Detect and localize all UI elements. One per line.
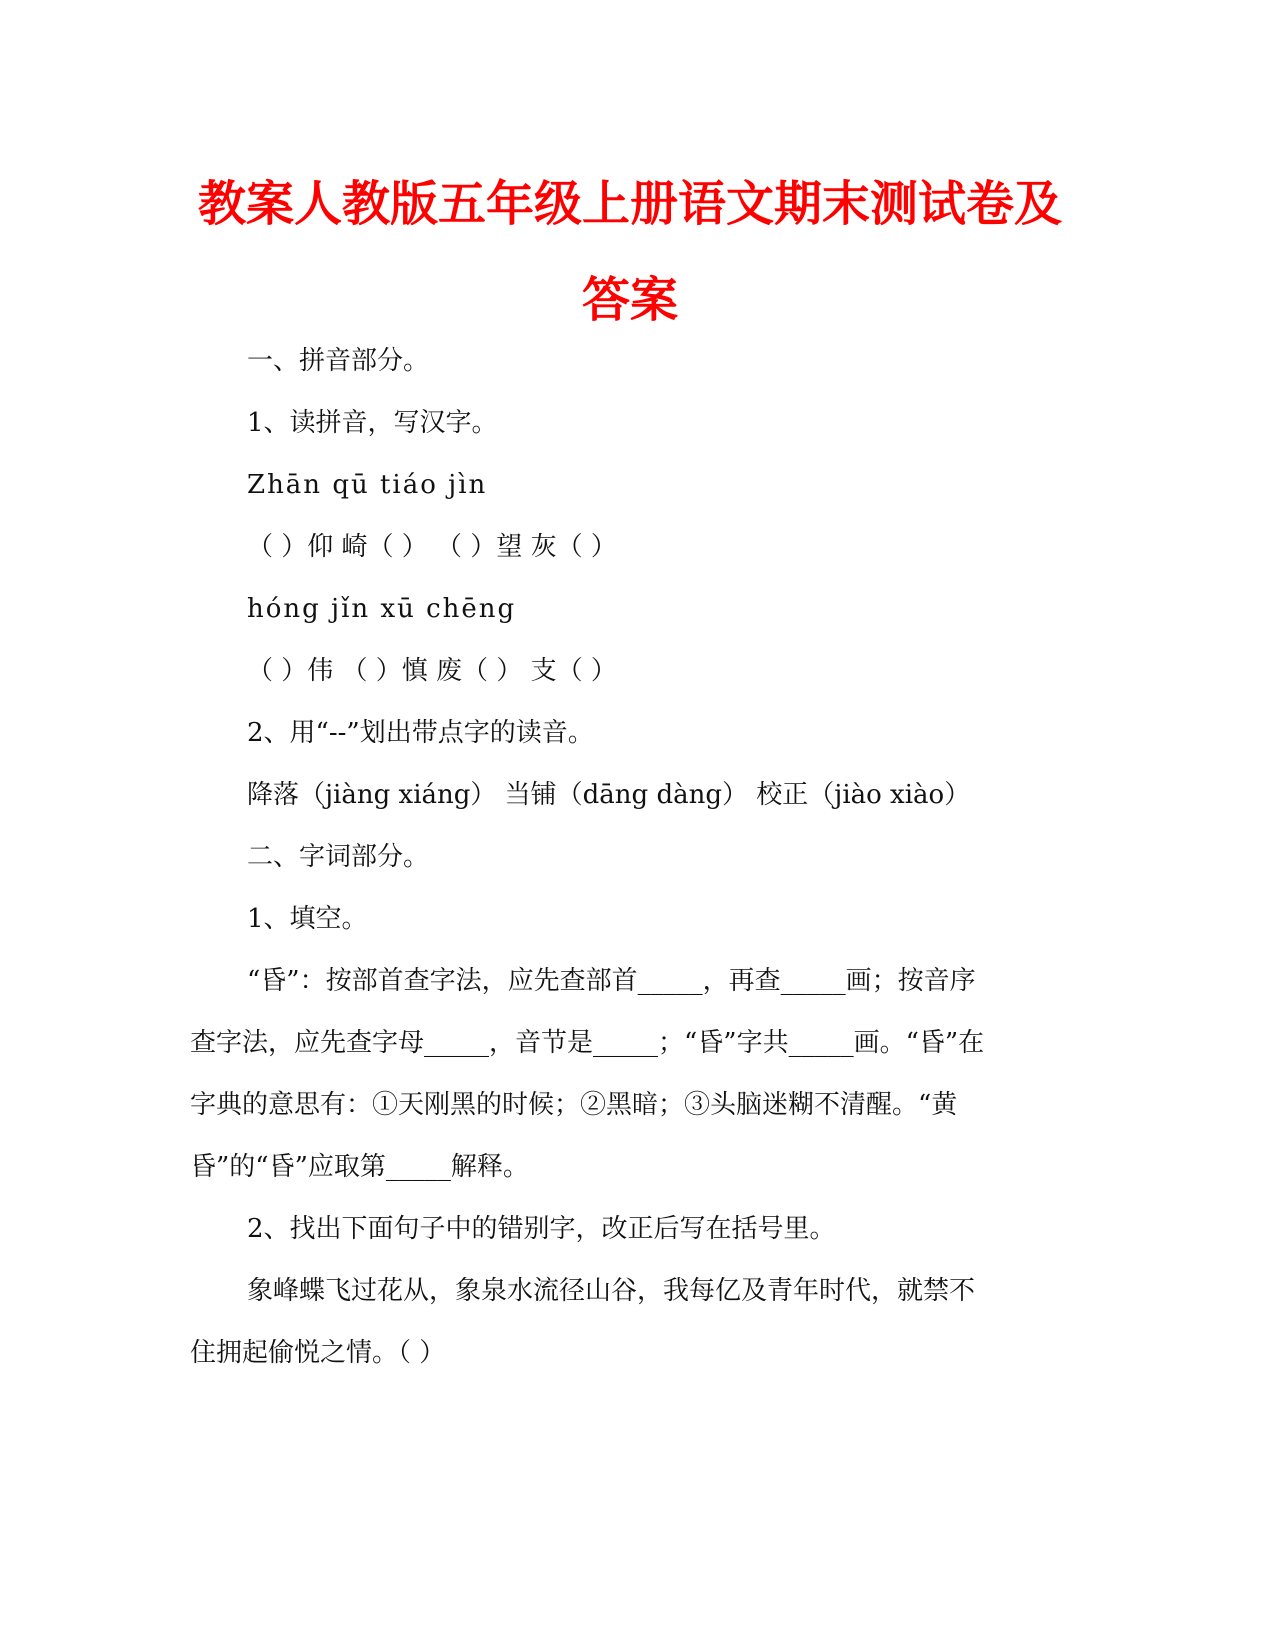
fill-blank-heading: 1、填空。 [247,904,368,934]
document-title-line-2: 答案 [581,272,678,328]
section-heading-pinyin: 一、拼音部分。 [247,346,430,376]
paragraph-line: 住拥起偷悦之情。（ ） [190,1338,446,1368]
paragraph-line: 查字法，应先查字母_____，音节是_____；“昏”字共_____画。“昏”在 [190,1028,985,1058]
question-1-heading: 1、读拼音，写汉字。 [247,408,498,438]
paragraph-line: 象峰蝶飞过花从，象泉水流径山谷，我每亿及青年时代，就禁不 [247,1276,976,1306]
pinyin-row-2: hóng jǐn xū chēng [247,594,517,624]
paragraph-line: 字典的意思有：①天刚黑的时候；②黑暗；③头脑迷糊不清醒。“黄 [190,1090,958,1120]
question-2-heading: 2、用“--”划出带点字的读音。 [247,718,594,748]
typo-question-heading: 2、找出下面句子中的错别字，改正后写在括号里。 [247,1214,836,1244]
section-heading-words: 二、字词部分。 [247,842,430,872]
paragraph-line: “昏”：按部首查字法，应先查部首_____，再查_____画；按音序 [247,966,976,996]
reading-choices: 降落（jiàng xiáng） 当铺（dāng dàng） 校正（jiào xiào） [247,780,971,810]
pinyin-row-1: Zhān qū tiáo jìn [247,470,488,500]
blank-row-2: （ ）伟 （ ）慎 废（ ） 支（ ） [247,656,617,686]
blank-row-1: （ ）仰 崎（ ） （ ）望 灰（ ） [247,532,617,562]
document-title-line-1: 教案人教版五年级上册语文期末测试卷及 [197,176,1062,232]
paragraph-line: 昏”的“昏”应取第_____解释。 [190,1152,529,1182]
